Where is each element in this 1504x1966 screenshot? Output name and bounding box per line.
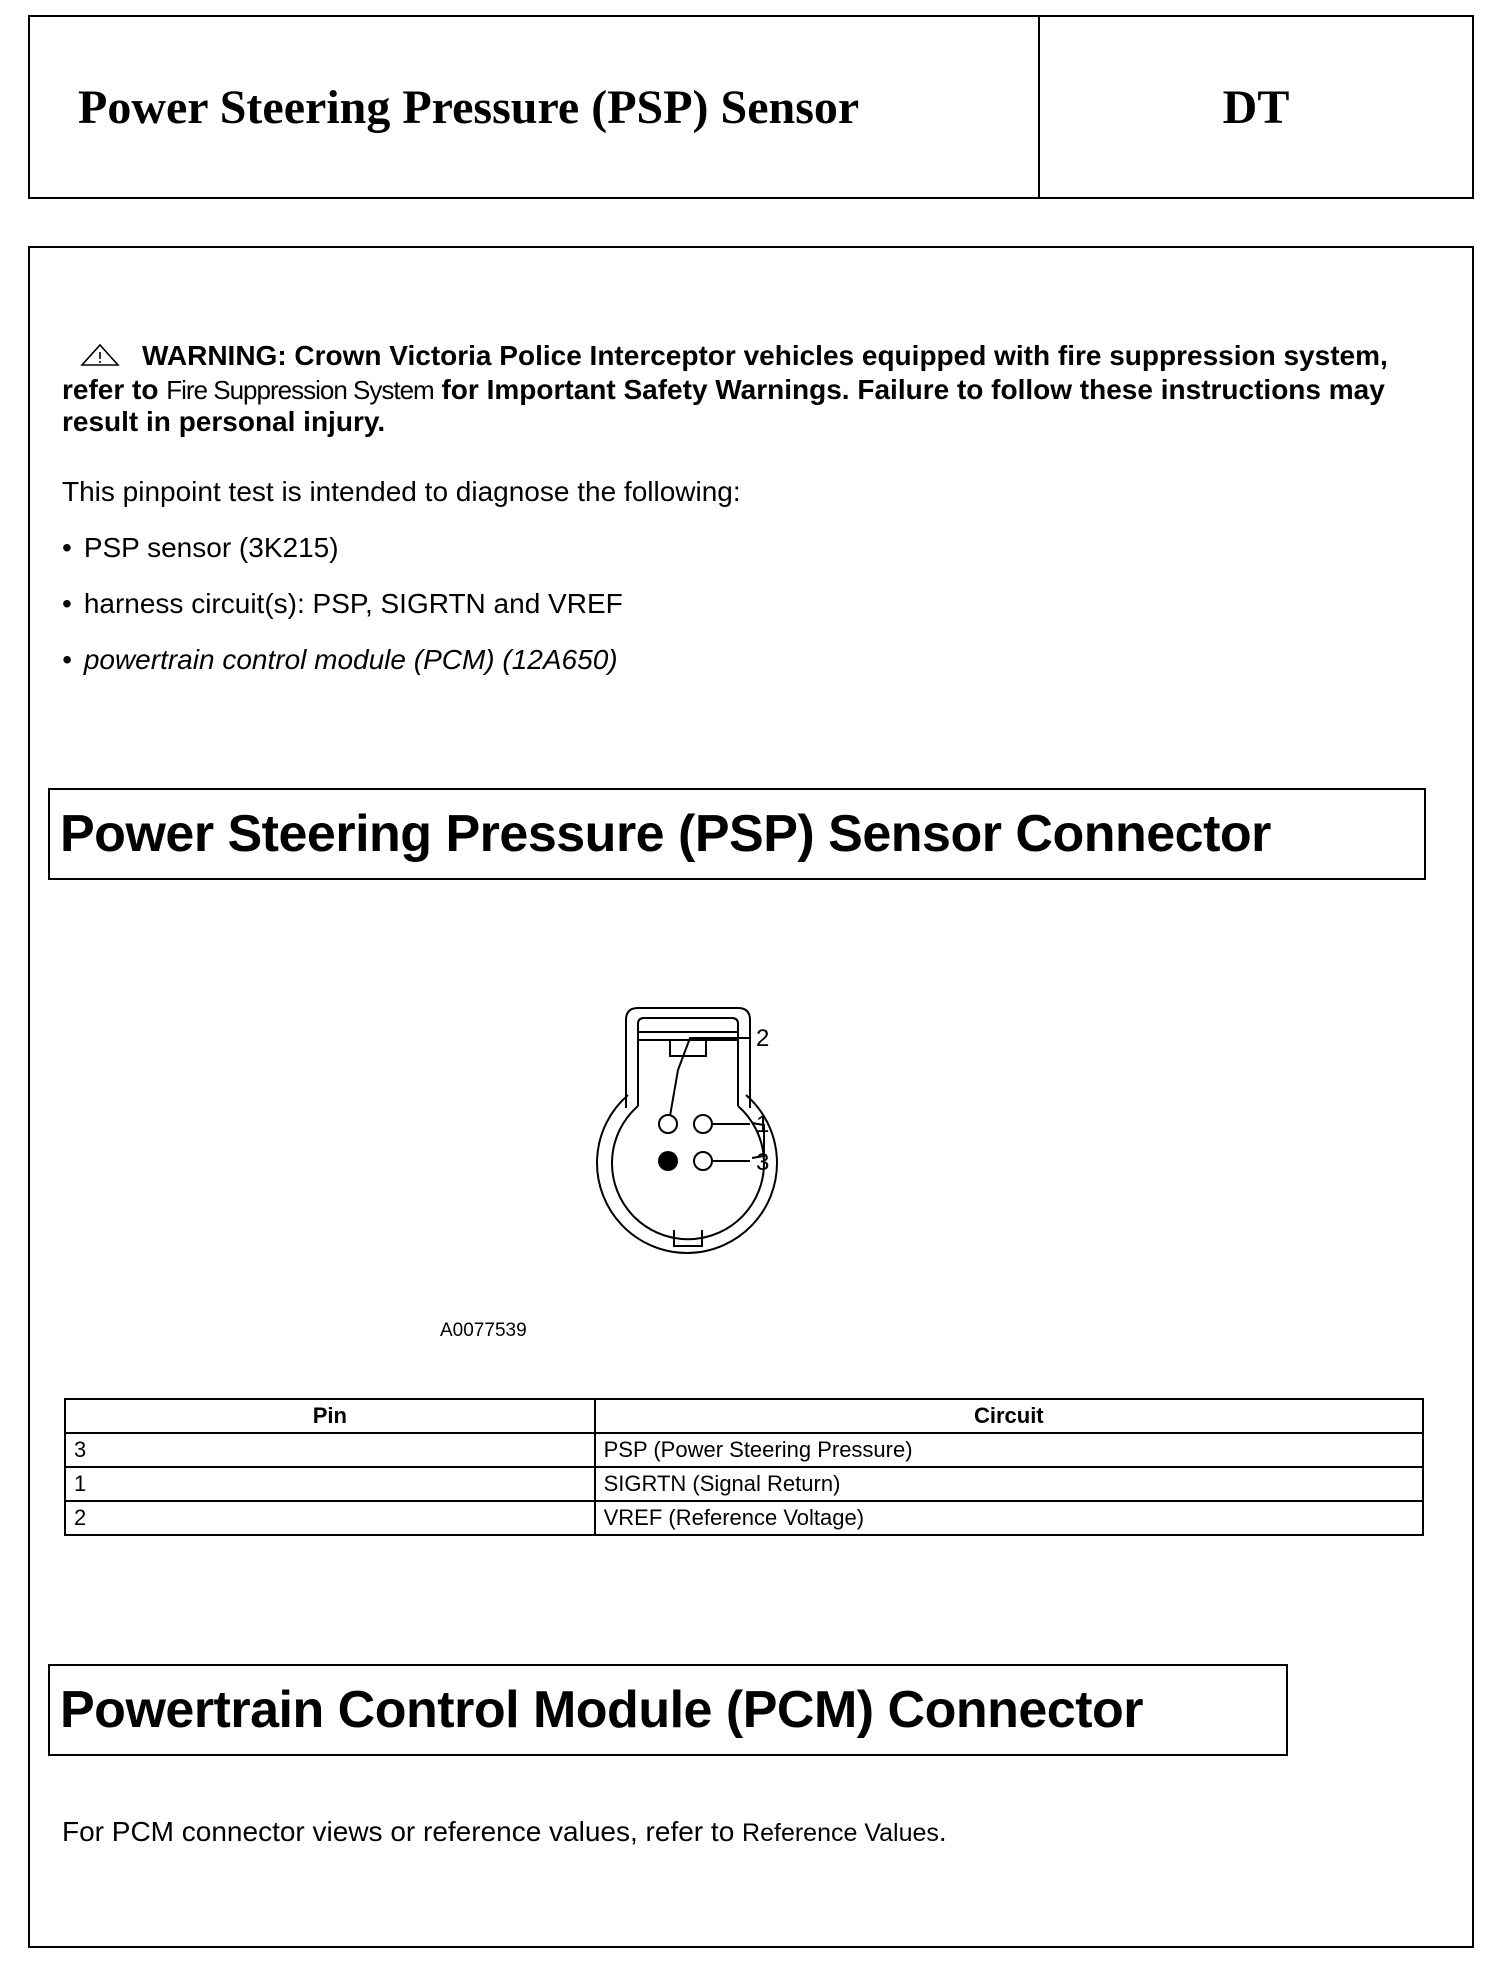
header-box — [28, 15, 1474, 199]
warning-text-2: for Important Safety Warnings. Failure to follow these instructions may result in personal injury. — [62, 374, 1385, 437]
section-code: DT — [1222, 80, 1290, 134]
table-row — [65, 1433, 1423, 1467]
table-row — [65, 1467, 1423, 1501]
circuit-cell: SIGRTN (Signal Return) — [595, 1467, 1423, 1501]
page-title: Power Steering Pressure (PSP) Sensor — [30, 17, 1040, 197]
connector-section-title: Power Steering Pressure (PSP) Sensor Connector — [48, 788, 1426, 880]
pcm-note-period: . — [938, 1816, 947, 1847]
list-item: • PSP sensor (3K215) — [62, 532, 623, 588]
fire-suppression-link[interactable]: Fire Suppression System — [166, 375, 434, 405]
pin-cell: 1 — [65, 1467, 595, 1501]
warning-text-1: WARNING: Crown Victoria Police Interceptor vehicles equipped with fire suppression system, refer to — [62, 340, 1388, 405]
plugged-cavity — [658, 1151, 678, 1171]
callout-label: 1 — [756, 1111, 770, 1138]
table-row — [65, 1501, 1423, 1535]
pin-2-cavity — [659, 1115, 677, 1133]
pin-1-cavity — [694, 1115, 712, 1133]
column-header: Pin — [65, 1399, 595, 1433]
figure-id: A0077539 — [440, 1320, 527, 1341]
connector-diagram — [566, 998, 886, 1278]
table-header-row — [65, 1399, 1423, 1433]
pin-cell: 2 — [65, 1501, 595, 1535]
intro-text: This pinpoint test is intended to diagnose the following: — [62, 476, 741, 507]
pin-table — [64, 1398, 1424, 1536]
content-box — [28, 246, 1474, 1948]
pin-3-cavity — [694, 1152, 712, 1170]
circuit-cell: PSP (Power Steering Pressure) — [595, 1433, 1423, 1467]
callout-label: 2 — [756, 1025, 770, 1052]
pin-cell: 3 — [65, 1433, 595, 1467]
circuit-cell: VREF (Reference Voltage) — [595, 1501, 1423, 1535]
column-header: Circuit — [595, 1399, 1423, 1433]
pcm-section-title: Powertrain Control Module (PCM) Connector — [48, 1664, 1288, 1756]
pcm-note-text: For PCM connector views or reference values, refer to — [62, 1816, 735, 1847]
warning-block — [62, 340, 1442, 438]
warning-triangle-icon — [80, 342, 120, 374]
callout-label: 3 — [756, 1149, 770, 1176]
diagnose-list — [62, 532, 623, 700]
list-item: • harness circuit(s): PSP, SIGRTN and VREF — [62, 588, 623, 644]
reference-values-link[interactable]: Reference Values — [742, 1819, 939, 1847]
pcm-note — [62, 1816, 947, 1848]
list-item: • powertrain control module (PCM) (12A650) — [62, 644, 623, 700]
